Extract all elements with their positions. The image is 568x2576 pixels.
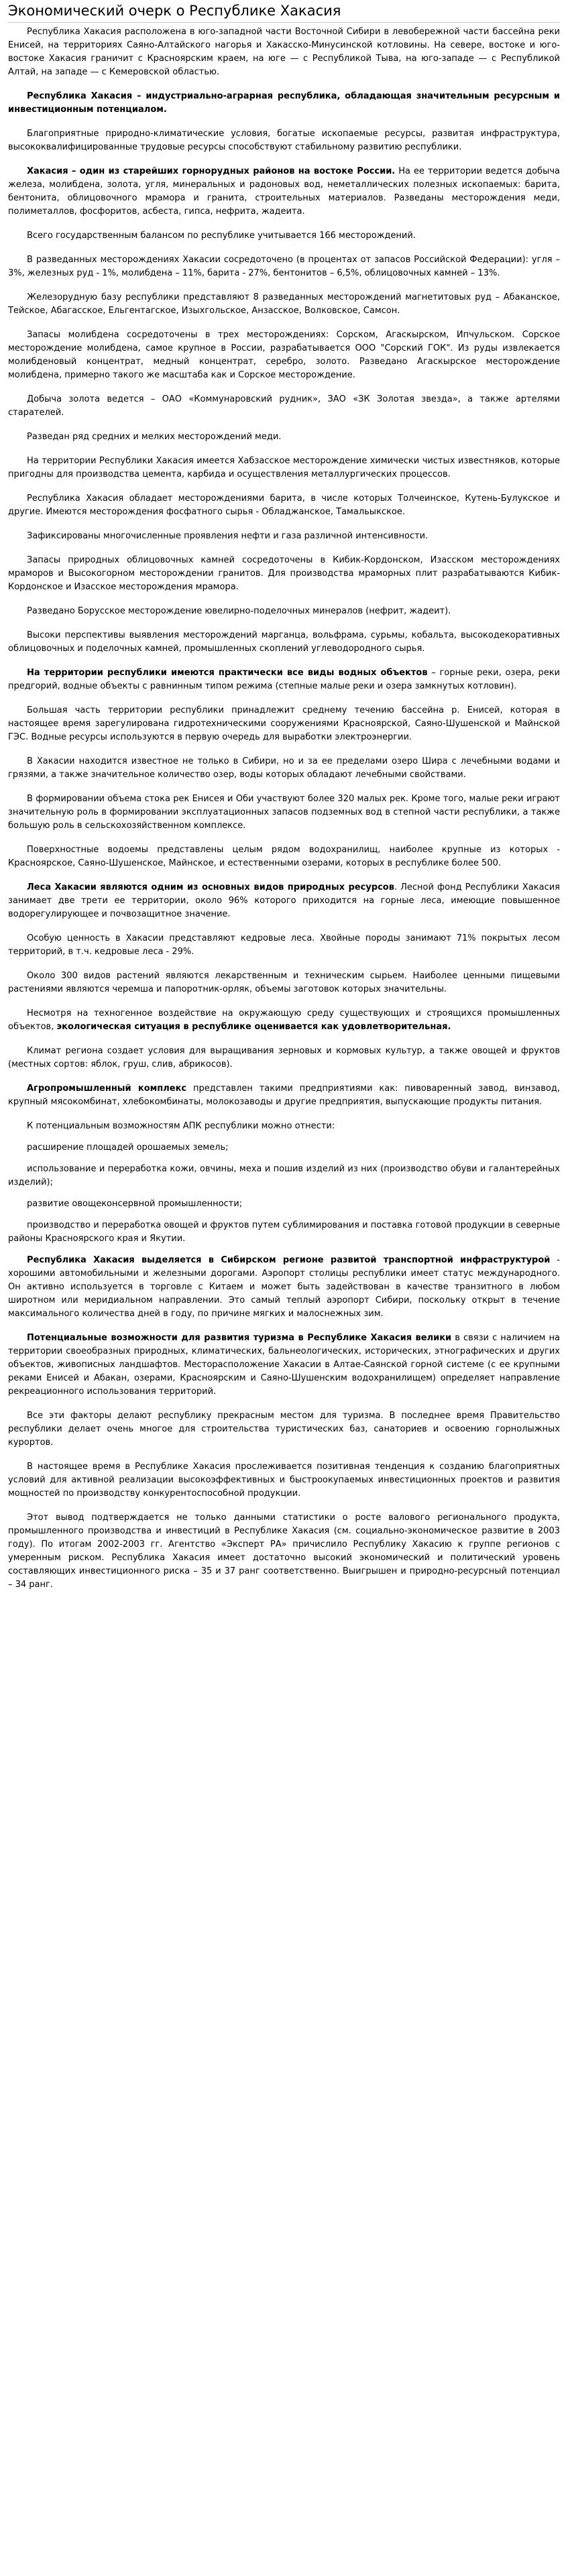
- paragraph: [8, 1141, 560, 1155]
- paragraph: [8, 1163, 560, 1189]
- text: Республика Хакасия обладает месторождениями барита, в числе которых Толчеинское, Кутень-Булукское и другие. Имеются месторождения фосфатного сырья - Обладжанское, Тамальыкское.: [8, 493, 560, 517]
- paragraph: [8, 1082, 560, 1109]
- paragraph: [8, 605, 560, 618]
- text: . Лесной фонд Республики Хакасия занимает две трети ее территории, около 96% которого приходится на горные леса, имеющие повышенное водорегулирующее и почвозащитное значение.: [8, 882, 560, 919]
- text: Республика Хакасия расположена в юго-западной части Восточной Сибири в левобережной части бассейна реки Енисей, на территориях Саяно-Алтайского нагорья и Хакасско-Минусинской котловины. На севере, востоке и юго-востоке Хакасия граничит с Красноярским краем, на юге — с Республикой Тыва, на юго-западе — с Республикой Алтай, на западе — с Кемеровской областью.: [8, 27, 560, 77]
- paragraph: [8, 492, 560, 519]
- paragraph: [8, 291, 560, 318]
- paragraph: [8, 229, 560, 243]
- paragraph: [8, 1219, 560, 1246]
- text: расширение площадей орошаемых земель;: [27, 1143, 229, 1153]
- bold-text: Республика Хакасия выделяется в Сибирском регионе развитой транспортной инфраструктурой: [27, 1255, 551, 1265]
- paragraph: [8, 793, 560, 833]
- text: В Хакасии находится известное не только в Сибири, но и за ее пределами озеро Шира с лечебными водами и грязями, а также значительное количество озер, воды которых обладают лечебными свойствами.: [8, 756, 560, 780]
- text: Около 300 видов растений являются лекарственным и техническим сырьем. Наиболее ценными пищевыми растениями являются черемша и папоротник-орляк, объемы заготовок которых значительны.: [8, 971, 560, 994]
- text: Добыча золота ведется – ОАО «Коммунаровский рудник», ЗАО «ЗК Золотая звезда», а также артелями старателей.: [8, 394, 560, 418]
- bold-text: Агропромышленный комплекс: [27, 1084, 187, 1094]
- text: Разведано Борусское месторождение ювелирно-поделочных минералов (нефрит, жадеит).: [27, 606, 451, 616]
- paragraph: [8, 970, 560, 996]
- paragraph: [8, 629, 560, 656]
- bold-text: Хакасия – один из старейших горнорудных районов на востоке России.: [27, 166, 396, 176]
- text: Этот вывод подтверждается не только данными статистики о росте валового регионального продукта, промышленного производства и инвестиций в Республике Хакасия (см. социально-экономическое развитие в 2003 году). По итогам 2002-2003 гг. Агентство «Эксперт РА» причислило Республику Хакасию к группе регионов с умеренным риском. Республика Хакасия имеет достаточно высокий экономический и политический уровень составляющих инвестиционного риска – 35 и 37 ранг соответственно. Выигрышен и природно-ресурсный потенциал – 34 ранг.: [8, 1513, 560, 1590]
- text: Железорудную базу республики представляют 8 разведанных месторождений магнетитовых руд – Абаканское, Тейское, Абагасское, Ельгентагское, Изыхгольское, Анзасское, Волковское, Самсон.: [8, 292, 560, 316]
- text: Несмотря на техногенное воздействие на окружающую среду существующих и строящихся промышленных объектов,: [8, 1008, 560, 1032]
- paragraph: [8, 932, 560, 959]
- paragraph: [8, 1254, 560, 1321]
- bold-text: На территории республики имеются практически все виды водных объектов: [27, 668, 428, 678]
- text: Благоприятные природно-климатические условия, богатые ископаемые ресурсы, развитая инфраструктура, высококвалифицированные трудовые ресурсы способствуют стабильному развитию республики.: [8, 129, 560, 152]
- paragraph: [8, 1197, 560, 1211]
- text: развитие овощеконсервной промышленности;: [27, 1199, 243, 1209]
- text: Всего государственным балансом по республике учитывается 166 месторождений.: [27, 231, 416, 241]
- text: - хорошими автомобильными и железными дорогами. Аэропорт столицы республики имеет статус международного. Он активно используется в торговле с Китаем и может быть задействован в качестве транзитного в любом широтном или меридиальном направлении. Это самый теплый аэропорт Сибири, поскольку открыт в течение максимального количества дней в году, по причине мягких и малоснежных зим.: [8, 1255, 561, 1319]
- text: В формировании объема стока рек Енисея и Оби участвуют более 320 малых рек. Кроме того, малые реки играют значительную роль в формировании эксплуатационных запасов подземных вод в степной части республики, а также большую роль в сельскохозяйственном комплексе.: [8, 794, 560, 831]
- text: Поверхностные водоемы представлены целым рядом водохранилищ, наиболее крупные из которых - Красноярское, Саяно-Шушенское, Майнское, и естественными озерами, которых в республике более 500.: [8, 845, 560, 868]
- paragraph: [8, 253, 560, 280]
- text: На ее территории ведется добыча железа, молибдена, золота, угля, минеральных и радоновых вод, неметаллических полезных ископаемых: барита, бентонита, облицовочного мрамора и гранита, строительных материалов. Разведаны месторождения меди, полиметаллов, фосфоритов, асбеста, гипса, нефрита, жадеита.: [8, 166, 561, 217]
- text: производство и переработка овощей и фруктов путем сублимирования и поставка готовой продукции в северные районы Красноярского края и Якутии.: [8, 1220, 560, 1244]
- text: Запасы молибдена сосредоточены в трех месторождениях: Сорском, Агаскырском, Ипчульском. Сорское месторождение молибдена, самое крупное в России, разрабатывается ООО "Сорский ГОК". Из руды извлекается молибденовый концентрат, медный концентрат, серебро, золото. Разведано Агаскырское месторождение молибдена, примерно такого же масштаба как и Сорское месторождение.: [8, 330, 560, 380]
- text: Все эти факторы делают республику прекрасным местом для туризма. В последнее время Правительство республики делает очень многое для строительства туристических баз, санаториев и освоению горнолыжных курортов.: [8, 1411, 560, 1448]
- text: использование и переработка кожи, овчины, меха и пошив изделий из них (производство обуви и галантерейных изделий);: [8, 1164, 560, 1187]
- text: Особую ценность в Хакасии представляют кедровые леса. Хвойные породы занимают 71% покрытых лесом территорий, в т.ч. кедровые леса - 29%.: [8, 933, 560, 957]
- paragraph: [8, 1511, 560, 1592]
- bold-text: экологическая ситуация в республике оценивается как удовлетворительная.: [56, 1022, 451, 1032]
- paragraph: [8, 530, 560, 543]
- paragraph: [8, 1409, 560, 1450]
- paragraph: [8, 1045, 560, 1071]
- text: В разведанных месторождениях Хакасии сосредоточено (в процентах от запасов Российской Федерации): угля – 3%, железных руд - 1%, молибдена – 11%, барита - 27%, бентонитов – 6,5%, облицовочных камней – 13%.: [8, 255, 560, 278]
- paragraph: [8, 25, 560, 79]
- article-body: [8, 25, 560, 1592]
- paragraph: [8, 127, 560, 154]
- paragraph: [8, 704, 560, 744]
- paragraph: [8, 755, 560, 782]
- paragraph: [8, 430, 560, 444]
- paragraph: [8, 1120, 560, 1133]
- text: Высоки перспективы выявления месторождений марганца, вольфрама, сурьмы, кобальта, высокодекоративных облицовочных и поделочных камней, промышленных скоплений углеводородного сырья.: [8, 630, 560, 654]
- paragraph: [8, 90, 560, 117]
- paragraph: [8, 165, 560, 219]
- paragraph: [8, 329, 560, 382]
- page-title: Экономический очерк о Республике Хакасия: [8, 1, 560, 23]
- text: в связи с наличием на территории своеобразных природных, климатических, бальнеологических, исторических, этнографических и других объектов, живописных ландшафтов. Месторасположение Хакасии в Алтае-Саянской горной системе (с ее крупными реками Енисей и Абакан, озерами, Красноярским и Саяно-Шушенским водохранилищем) определяет направление рекреационного использования территорий.: [8, 1333, 560, 1397]
- paragraph: [8, 1007, 560, 1034]
- text: В настоящее время в Республике Хакасия прослеживается позитивная тенденция к созданию благоприятных условий для активной реализации высокоэффективных и быстроокупаемых инвестиционных проектов и развития мощностей по производству конкурентоспособной продукции.: [8, 1462, 560, 1499]
- paragraph: [8, 455, 560, 481]
- text: К потенциальным возможностям АПК республики можно отнести:: [27, 1121, 335, 1131]
- paragraph: [8, 554, 560, 594]
- text: Разведан ряд средних и мелких месторождений меди.: [27, 432, 282, 442]
- paragraph: [8, 843, 560, 870]
- bold-text: Потенциальные возможности для развития туризма в Республике Хакасия велики: [27, 1333, 452, 1343]
- text: Запасы природных облицовочных камней сосредоточены в Кибик-Кордонском, Изасском месторождениях мраморов и Высокогорном месторождении гранитов. Для производства мраморных плит разрабатываются Кибик-Кордонское и Изасское месторождения мрамора.: [8, 555, 560, 592]
- text: На территории Республики Хакасия имеется Хабзасское месторождение химически чистых известняков, которые пригодны для производства цемента, карбида и осуществления металлургических процессов.: [8, 456, 560, 479]
- text: представлен такими предприятиями как: пивоваренный завод, винзавод, крупный мясокомбинат, хлебокомбинаты, молокозаводы и другие предприятия, выпускающие продукты питания.: [8, 1084, 560, 1107]
- bold-text: Республика Хакасия – индустриально-аграрная республика, обладающая значительным ресурсным и инвестиционным потенциалом.: [8, 91, 560, 115]
- text: Климат региона создает условия для выращивания зерновых и кормовых культур, а также овощей и фруктов (местных сортов: яблок, груш, слив, абрикосов).: [8, 1046, 560, 1069]
- text: Большая часть территории республики принадлежит среднему течению бассейна р. Енисей, которая в настоящее время зарегулирована гидротехническими сооружениями Красноярской, Саяно-Шушенской и Майнской ГЭС. Водные ресурсы используются в первую очередь для выработки электроэнергии.: [8, 705, 560, 742]
- paragraph: [8, 666, 560, 693]
- paragraph: [8, 1332, 560, 1399]
- bold-text: Леса Хакасии являются одним из основных видов природных ресурсов: [27, 882, 394, 892]
- paragraph: [8, 393, 560, 420]
- text: Зафиксированы многочисленные проявления нефти и газа различной интенсивности.: [27, 531, 429, 541]
- text: – горные реки, озера, реки предгорий, водные объекты с равнинным типом режима (степные малые реки и озера замкнутых котловин).: [8, 668, 560, 691]
- paragraph: [8, 1460, 560, 1501]
- paragraph: [8, 881, 560, 921]
